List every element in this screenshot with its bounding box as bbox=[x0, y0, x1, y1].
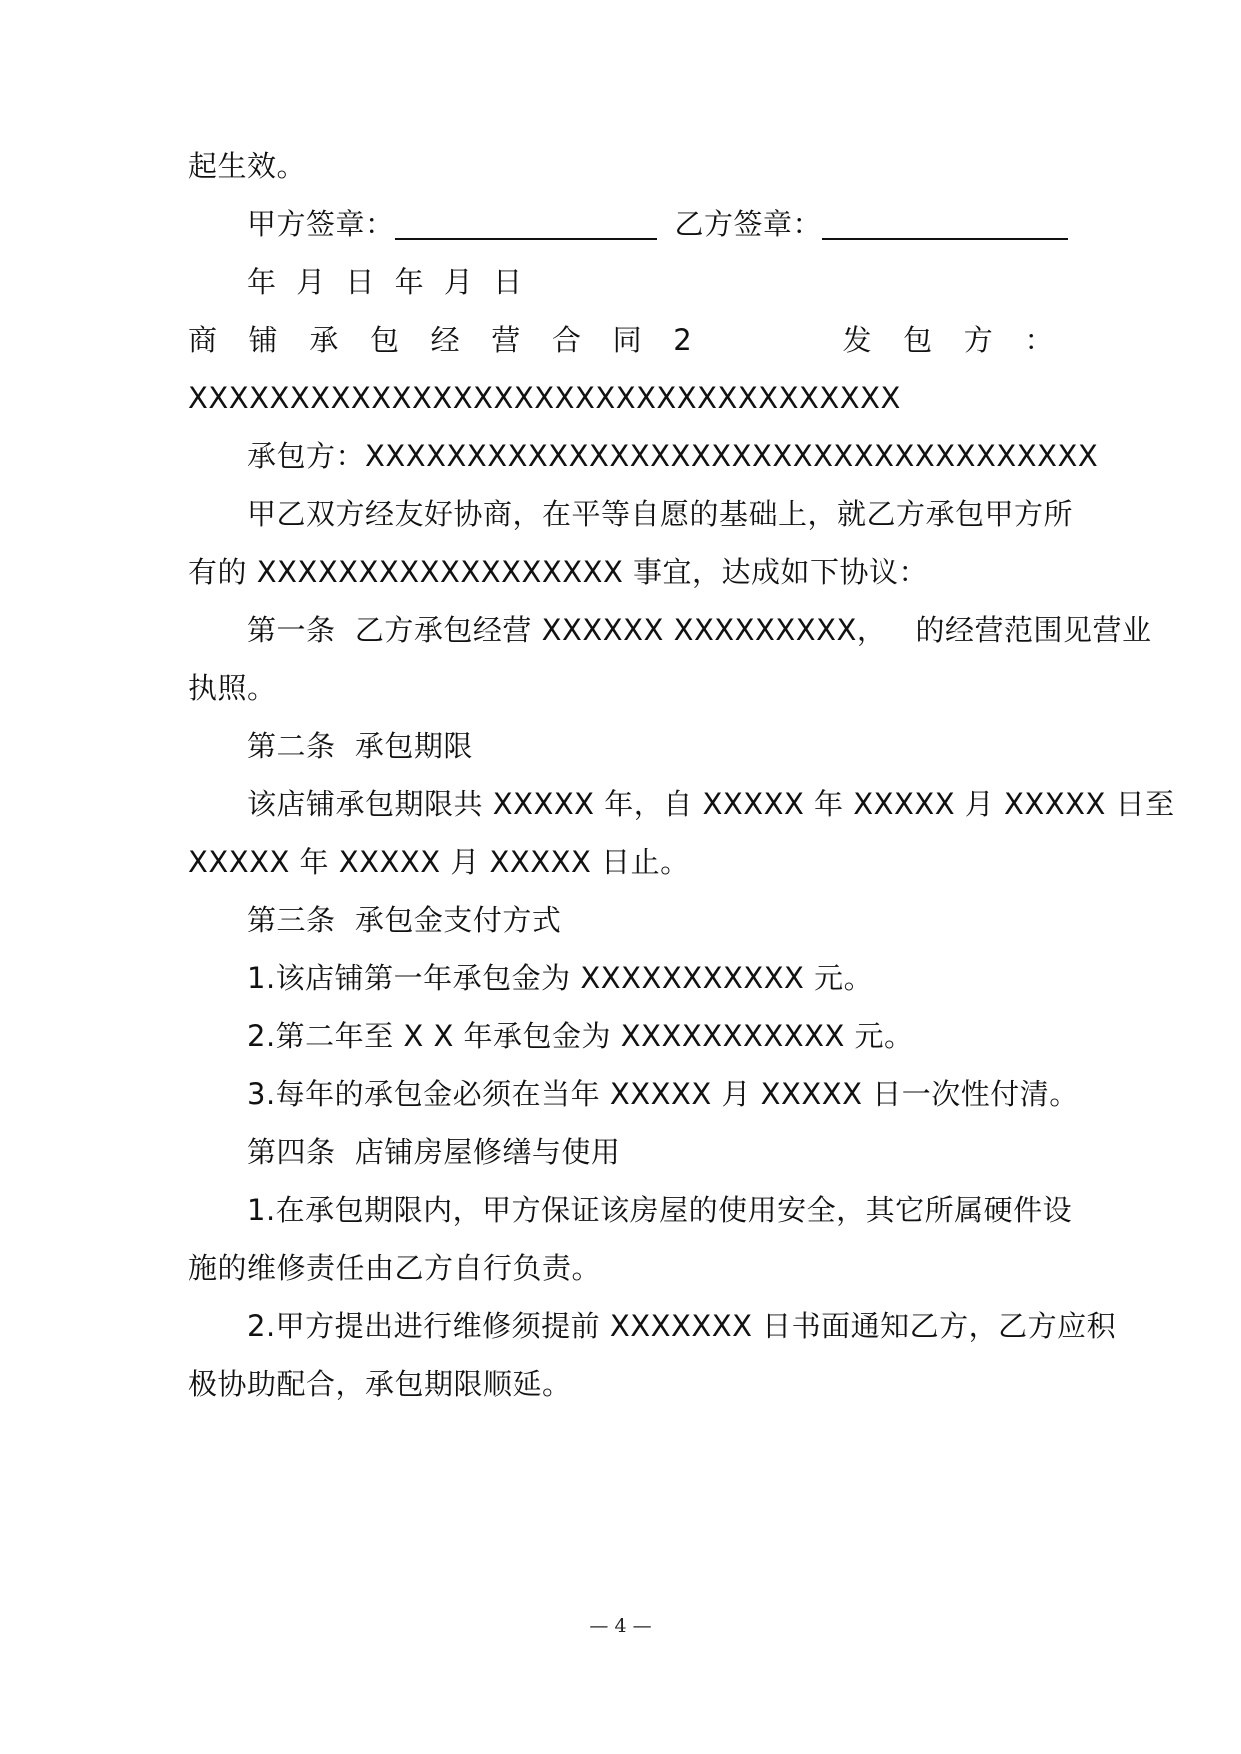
article-4-item-2-line-1: 2.甲方提出进行维修须提前 XXXXXXX 日书面通知乙方，乙方应积 bbox=[247, 1309, 1117, 1343]
article-3-title: 第三条 承包金支付方式 bbox=[247, 903, 562, 937]
title-char: 商 bbox=[188, 323, 218, 357]
article-2-line-1: 该店铺承包期限共 XXXXX 年，自 XXXXX 年 XXXXX 月 XXXXX 日至 bbox=[247, 787, 1175, 821]
article-3-item-2: 2.第二年至 X X 年承包金为 XXXXXXXXXXX 元。 bbox=[247, 1019, 914, 1053]
article-1-line-1: 第一条 乙方承包经营 XXXXXX XXXXXXXXX， 的经营范围见营业 bbox=[247, 613, 1152, 647]
party-a-signature-blank bbox=[395, 200, 657, 240]
title-char: 包 bbox=[369, 323, 400, 357]
issuer-colon: ： bbox=[1024, 323, 1054, 357]
article-1-line-2: 执照。 bbox=[188, 671, 277, 705]
title-char: 经 bbox=[430, 323, 461, 357]
party-b-signature-blank bbox=[822, 200, 1068, 240]
intro-line-2: 有的 XXXXXXXXXXXXXXXXXX 事宜，达成如下协议： bbox=[188, 555, 929, 589]
title-spacer bbox=[723, 320, 811, 360]
article-2-title: 第二条 承包期限 bbox=[247, 729, 473, 763]
article-2-line-2: XXXXX 年 XXXXX 月 XXXXX 日止。 bbox=[188, 845, 690, 879]
issuer-char: 包 bbox=[903, 323, 933, 357]
article-4-item-2-line-2: 极协助配合，承包期限顺延。 bbox=[188, 1367, 572, 1401]
article-4-item-1-line-2: 施的维修责任由乙方自行负责。 bbox=[188, 1251, 602, 1285]
title-char: 铺 bbox=[248, 323, 279, 357]
title-char: 合 bbox=[551, 323, 582, 357]
party-a-signature-label: 甲方签章： bbox=[247, 207, 395, 241]
article-3-item-1: 1.该店铺第一年承包金为 XXXXXXXXXXX 元。 bbox=[247, 961, 874, 995]
contract-title-line bbox=[188, 320, 1054, 360]
issuer-char: 发 bbox=[842, 323, 872, 357]
article-4-item-1-line-1: 1.在承包期限内，甲方保证该房屋的使用安全，其它所属硬件设 bbox=[247, 1193, 1073, 1227]
paragraph-effective: 起生效。 bbox=[188, 149, 307, 183]
article-3-item-3: 3.每年的承包金必须在当年 XXXXX 月 XXXXX 日一次性付清。 bbox=[247, 1077, 1079, 1111]
title-char: 营 bbox=[491, 323, 521, 357]
article-4-title: 第四条 店铺房屋修缮与使用 bbox=[247, 1135, 621, 1169]
signature-date-line: 年 月 日 年 月 日 bbox=[247, 265, 523, 299]
title-char: 承 bbox=[309, 323, 339, 357]
contractor-line: 承包方：XXXXXXXXXXXXXXXXXXXXXXXXXXXXXXXXXXXX bbox=[247, 439, 1099, 473]
title-char: 同 bbox=[612, 323, 643, 357]
issuer-char: 方 bbox=[963, 323, 994, 357]
party-b-signature-label: 乙方签章： bbox=[674, 207, 823, 241]
signature-row bbox=[247, 204, 1054, 244]
title-number: 2 bbox=[673, 323, 693, 357]
intro-line-1: 甲乙双方经友好协商，在平等自愿的基础上，就乙方承包甲方所 bbox=[247, 497, 1074, 531]
page-number: — 4 — bbox=[589, 1615, 652, 1637]
issuer-value: XXXXXXXXXXXXXXXXXXXXXXXXXXXXXXXXXXX bbox=[188, 381, 901, 415]
